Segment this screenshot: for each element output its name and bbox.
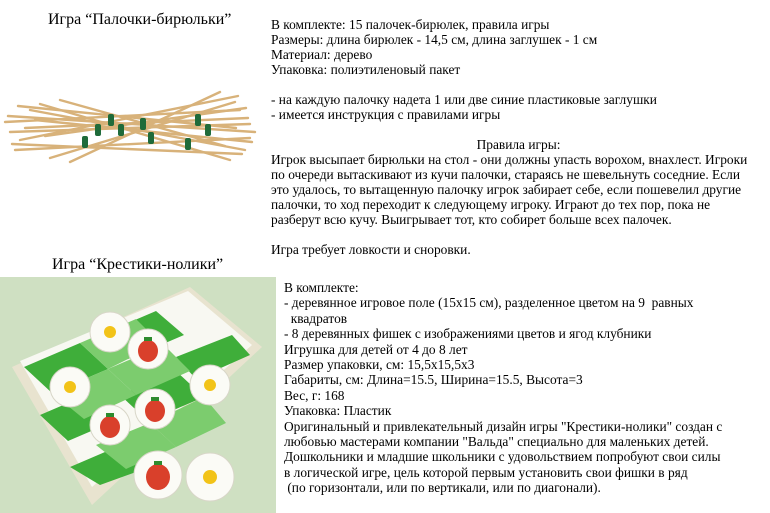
- rules-line: по очереди вытаскивают из кучи палочки, стараясь не шевельнуть соседние. Если: [271, 167, 741, 182]
- desc-line: [271, 122, 766, 137]
- desc-line: Оригинальный и привлекательный дизайн игры "Крестики-нолики" создан с: [284, 418, 723, 434]
- desc-line: - на каждую палочку надета 1 или две синие пластиковые заглушки: [271, 92, 657, 107]
- rules-line: разберут всю кучу. Выигрывает тот, кто собирет больше всех палочек.: [271, 212, 672, 227]
- desc-line: В комплекте: 15 палочек-бирюлек, правила игры: [271, 17, 550, 32]
- tictactoe-photo: [0, 277, 276, 513]
- product1-title: Игра “Палочки-бирюльки”: [48, 11, 232, 28]
- desc-line: В комплекте:: [284, 280, 359, 295]
- desc-line: Упаковка: полиэтиленовый пакет: [271, 62, 461, 77]
- desc-line: любовью мастерами компании "Вальда" специально для маленьких детей.: [284, 434, 709, 450]
- desc-line: - деревянное игровое поле (15х15 см), разделенное цветом на 9 равных: [284, 295, 694, 311]
- rules-line: палочки, то ход переходит к следующему игроку. Играют до тех пор, пока не: [271, 197, 711, 212]
- desc-line: Размеры: длина бирюлек - 14,5 см, длина заглушек - 1 см: [271, 32, 598, 47]
- product1-description: [271, 17, 766, 257]
- product2-description: [284, 280, 766, 496]
- sticks-photo: [0, 80, 262, 180]
- desc-line: в логической игре, цель которой первым установить свои фишки в ряд: [284, 464, 688, 480]
- desc-line: Игрушка для детей от 4 до 8 лет: [284, 341, 468, 357]
- rules-line: [271, 227, 766, 242]
- desc-line: (по горизонтали, или по вертикали, или по диагонали).: [284, 480, 601, 496]
- rules-heading: Правила игры:: [476, 137, 561, 152]
- desc-line: Дошкольники и младшие школьники с удовольствием попробуют свои силы: [284, 449, 721, 465]
- desc-line: - имеется инструкция с правилами игры: [271, 107, 501, 122]
- rules-line: Игрок высыпает бирюльки на стол - они должны упасть ворохом, внахлест. Игроки: [271, 152, 748, 167]
- desc-line: - 8 деревянных фишек с изображениями цветов и ягод клубники: [284, 326, 652, 342]
- desc-line: Габариты, см: Длина=15.5, Ширина=15.5, Высота=3: [284, 372, 583, 388]
- desc-line: [271, 77, 766, 92]
- product2-title: Игра “Крестики-нолики”: [52, 256, 224, 273]
- rules-line: это удалось, то вытащенную палочку игрок забирает себе, если пошевелил другие: [271, 182, 742, 197]
- desc-line: квадратов: [284, 310, 348, 326]
- desc-line: Упаковка: Пластик: [284, 403, 392, 419]
- desc-line: Вес, г: 168: [284, 387, 345, 403]
- rules-line: Игра требует ловкости и сноровки.: [271, 242, 471, 257]
- desc-line: Материал: дерево: [271, 47, 373, 62]
- desc-line: Размер упаковки, см: 15,5х15,5х3: [284, 357, 475, 373]
